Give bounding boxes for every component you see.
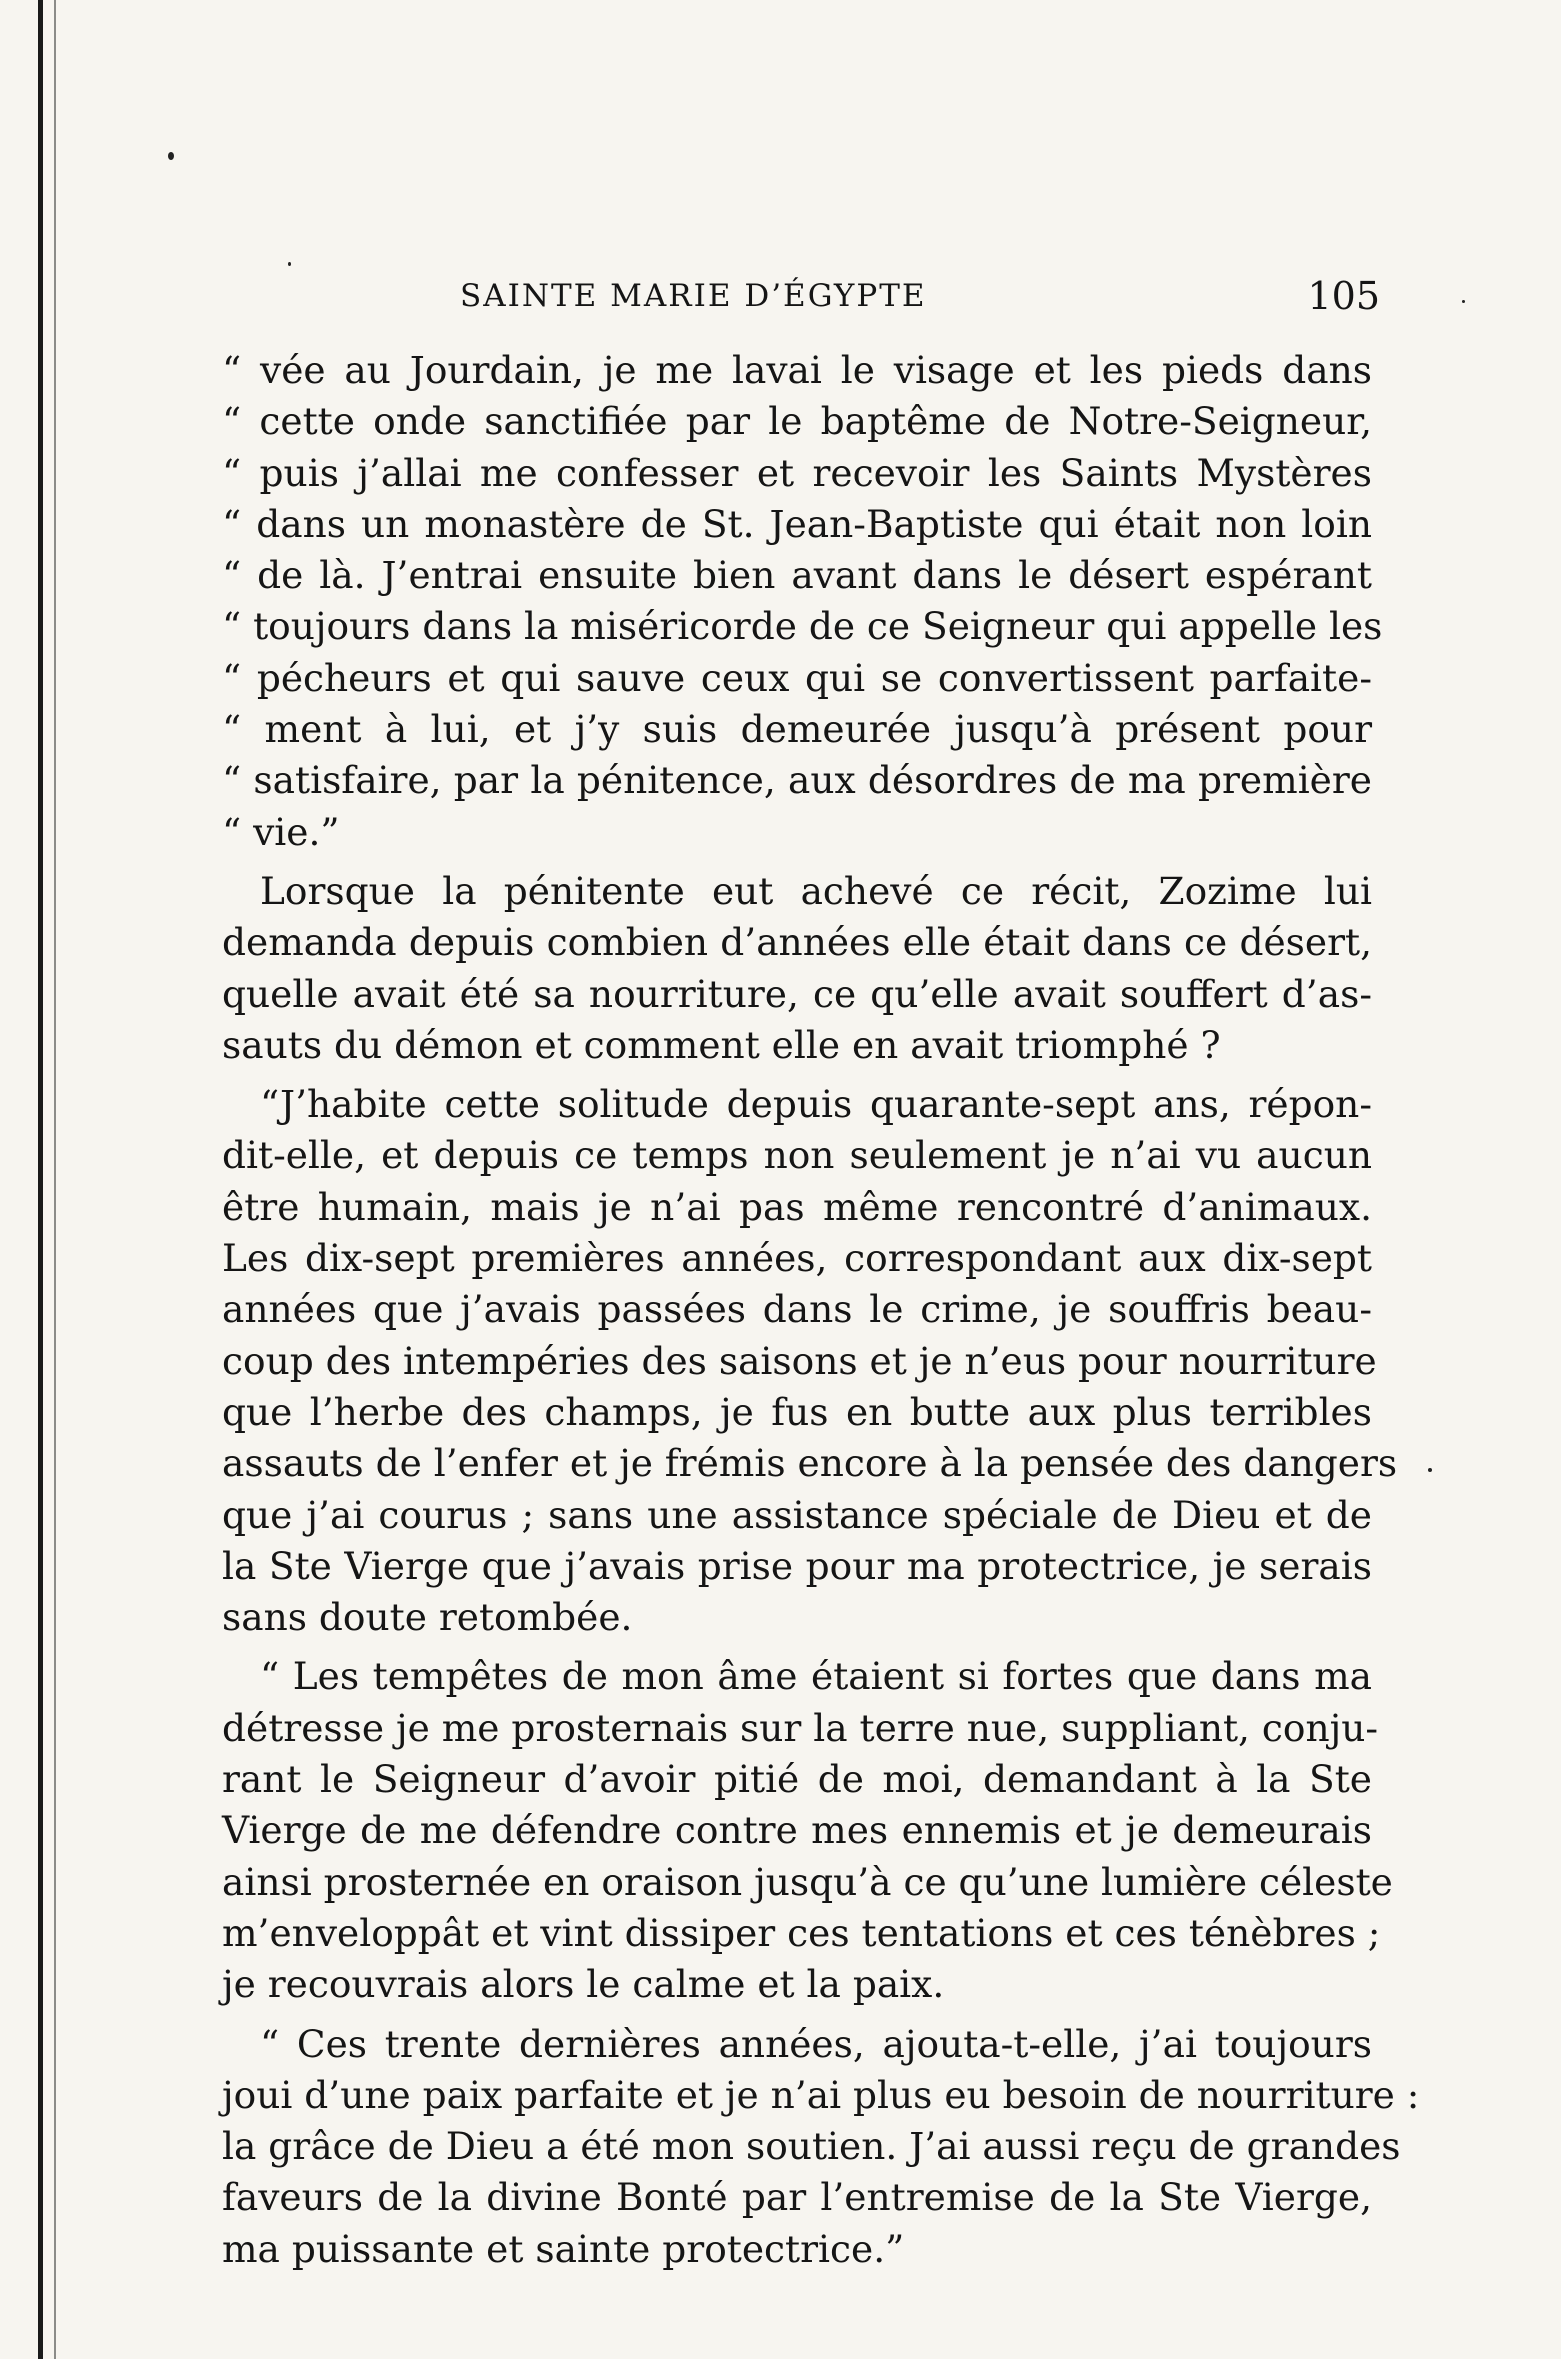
text-line: Vierge de me défendre contre mes ennemis et je demeurais	[222, 1808, 1372, 1853]
ink-speck	[1462, 300, 1465, 303]
text-line: “J’habite cette solitude depuis quarante-sept ans, répon-	[260, 1082, 1372, 1127]
paragraph	[222, 866, 1372, 1071]
text-line: “ puis j’allai me confesser et recevoir les Saints Mystères	[222, 450, 1372, 495]
ink-speck	[1428, 1468, 1432, 1472]
page-number: 105	[1307, 274, 1380, 318]
text-line: quelle avait été sa nourriture, ce qu’elle avait souffert d’as-	[222, 971, 1372, 1016]
binding-shadow	[54, 0, 56, 2359]
text-line: ma puissante et sainte protectrice.”	[222, 2226, 905, 2271]
text-line: Les dix-sept premières années, correspondant aux dix-sept	[222, 1236, 1372, 1281]
text-line: “ de là. J’entrai ensuite bien avant dans le désert espérant	[222, 553, 1372, 598]
text-line: “ toujours dans la miséricorde de ce Seigneur qui appelle les	[222, 604, 1383, 649]
paragraph	[222, 1651, 1393, 2010]
text-line: ainsi prosternée en oraison jusqu’à ce qu’une lumière céleste	[222, 1859, 1393, 1904]
text-line: joui d’une paix parfaite et je n’ai plus eu besoin de nourriture :	[222, 2072, 1420, 2117]
text-line: “ cette onde sanctifiée par le baptême de Notre-Seigneur,	[222, 399, 1372, 444]
paragraph	[222, 345, 1383, 858]
text-line: détresse je me prosternais sur la terre nue, suppliant, conju-	[222, 1705, 1379, 1750]
text-line: que l’herbe des champs, je fus en butte aux plus terribles	[222, 1389, 1372, 1434]
text-line: Lorsque la pénitente eut achevé ce récit, Zozime lui	[260, 868, 1372, 913]
text-line: demanda depuis combien d’années elle était dans ce désert,	[222, 920, 1372, 965]
text-line: “ pécheurs et qui sauve ceux qui se convertissent parfaite-	[222, 655, 1372, 700]
text-line: rant le Seigneur d’avoir pitié de moi, demandant à la Ste	[222, 1757, 1372, 1802]
text-line: “ dans un monastère de St. Jean-Baptiste qui était non loin	[222, 501, 1372, 546]
paragraph	[222, 1079, 1398, 1643]
text-line: faveurs de la divine Bonté par l’entremise de la Ste Vierge,	[222, 2175, 1372, 2220]
text-line: être humain, mais je n’ai pas même rencontré d’animaux.	[222, 1184, 1372, 1229]
text-line: “ vie.”	[222, 809, 340, 854]
text-line: années que j’avais passées dans le crime, je souffris beau-	[222, 1287, 1372, 1332]
body-text	[222, 345, 1420, 2275]
text-line: je recouvrais alors le calme et la paix.	[222, 1962, 945, 2007]
text-line: “ Ces trente dernières années, ajouta-t-elle, j’ai toujours	[260, 2021, 1372, 2066]
text-line: sauts du démon et comment elle en avait triomphé ?	[222, 1022, 1221, 1067]
text-line: la Ste Vierge que j’avais prise pour ma protectrice, je serais	[222, 1543, 1372, 1588]
text-line: que j’ai courus ; sans une assistance spéciale de Dieu et de	[222, 1492, 1372, 1537]
ink-speck	[168, 152, 174, 160]
ink-speck	[288, 262, 291, 266]
text-line: “ satisfaire, par la pénitence, aux désordres de ma première	[222, 758, 1372, 803]
text-line: “ Les tempêtes de mon âme étaient si fortes que dans ma	[260, 1654, 1372, 1699]
text-line: sans doute retombée.	[222, 1595, 633, 1640]
text-line: assauts de l’enfer et je frémis encore à la pensée des dangers	[222, 1441, 1398, 1486]
running-head	[230, 268, 1380, 328]
text-line: “ ment à lui, et j’y suis demeurée jusqu’à présent pour	[222, 707, 1372, 752]
paragraph	[222, 2019, 1420, 2275]
text-line: coup des intempéries des saisons et je n’eus pour nourriture	[222, 1338, 1377, 1383]
text-line: dit-elle, et depuis ce temps non seulement je n’ai vu aucun	[222, 1133, 1372, 1178]
text-line: “ vée au Jourdain, je me lavai le visage et les pieds dans	[222, 348, 1372, 392]
text-line: la grâce de Dieu a été mon soutien. J’ai aussi reçu de grandes	[222, 2124, 1401, 2169]
running-title: SAINTE MARIE D’ÉGYPTE	[460, 278, 927, 314]
binding-edge	[38, 0, 43, 2359]
text-line: m’enveloppât et vint dissiper ces tentations et ces ténèbres ;	[222, 1910, 1381, 1955]
